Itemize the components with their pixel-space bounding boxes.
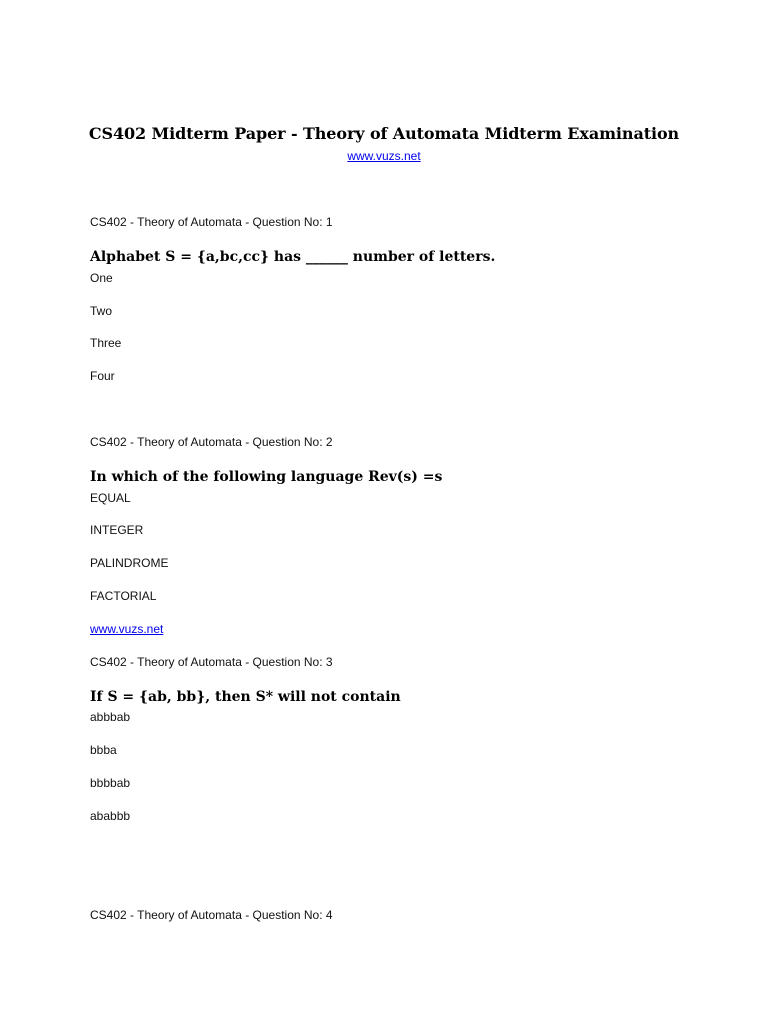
question-1-option-2: Two xyxy=(90,304,113,318)
document-title: CS402 Midterm Paper - Theory of Automata Midterm Examination xyxy=(88,124,680,143)
question-1-option-3: Three xyxy=(90,336,122,350)
site-link-top[interactable]: www.vuzs.net xyxy=(347,149,421,163)
question-3-option-3: bbbbab xyxy=(90,776,131,790)
question-2-option-2: INTEGER xyxy=(90,523,144,537)
question-3-text: If S = {ab, bb}, then S* will not contain xyxy=(90,689,401,705)
question-2-text: In which of the following language Rev(s) =s xyxy=(90,469,443,485)
question-3-option-1: abbbab xyxy=(90,710,131,724)
question-1-header: CS402 - Theory of Automata - Question No: 1 xyxy=(90,215,333,229)
question-2-option-1: EQUAL xyxy=(90,491,131,505)
site-link-inline[interactable]: www.vuzs.net xyxy=(90,622,164,636)
question-2-option-3: PALINDROME xyxy=(90,556,169,570)
question-3-option-4: ababbb xyxy=(90,809,131,823)
question-1-option-1: One xyxy=(90,271,113,285)
question-3-option-2: bbba xyxy=(90,743,117,757)
question-1-text: Alphabet S = {a,bc,cc} has ______ number of letters. xyxy=(90,249,496,265)
question-2-header: CS402 - Theory of Automata - Question No: 2 xyxy=(90,435,333,449)
question-4-header: CS402 - Theory of Automata - Question No: 4 xyxy=(90,908,333,922)
question-1-option-4: Four xyxy=(90,369,115,383)
question-3-header: CS402 - Theory of Automata - Question No: 3 xyxy=(90,655,333,669)
question-2-option-4: FACTORIAL xyxy=(90,589,157,603)
